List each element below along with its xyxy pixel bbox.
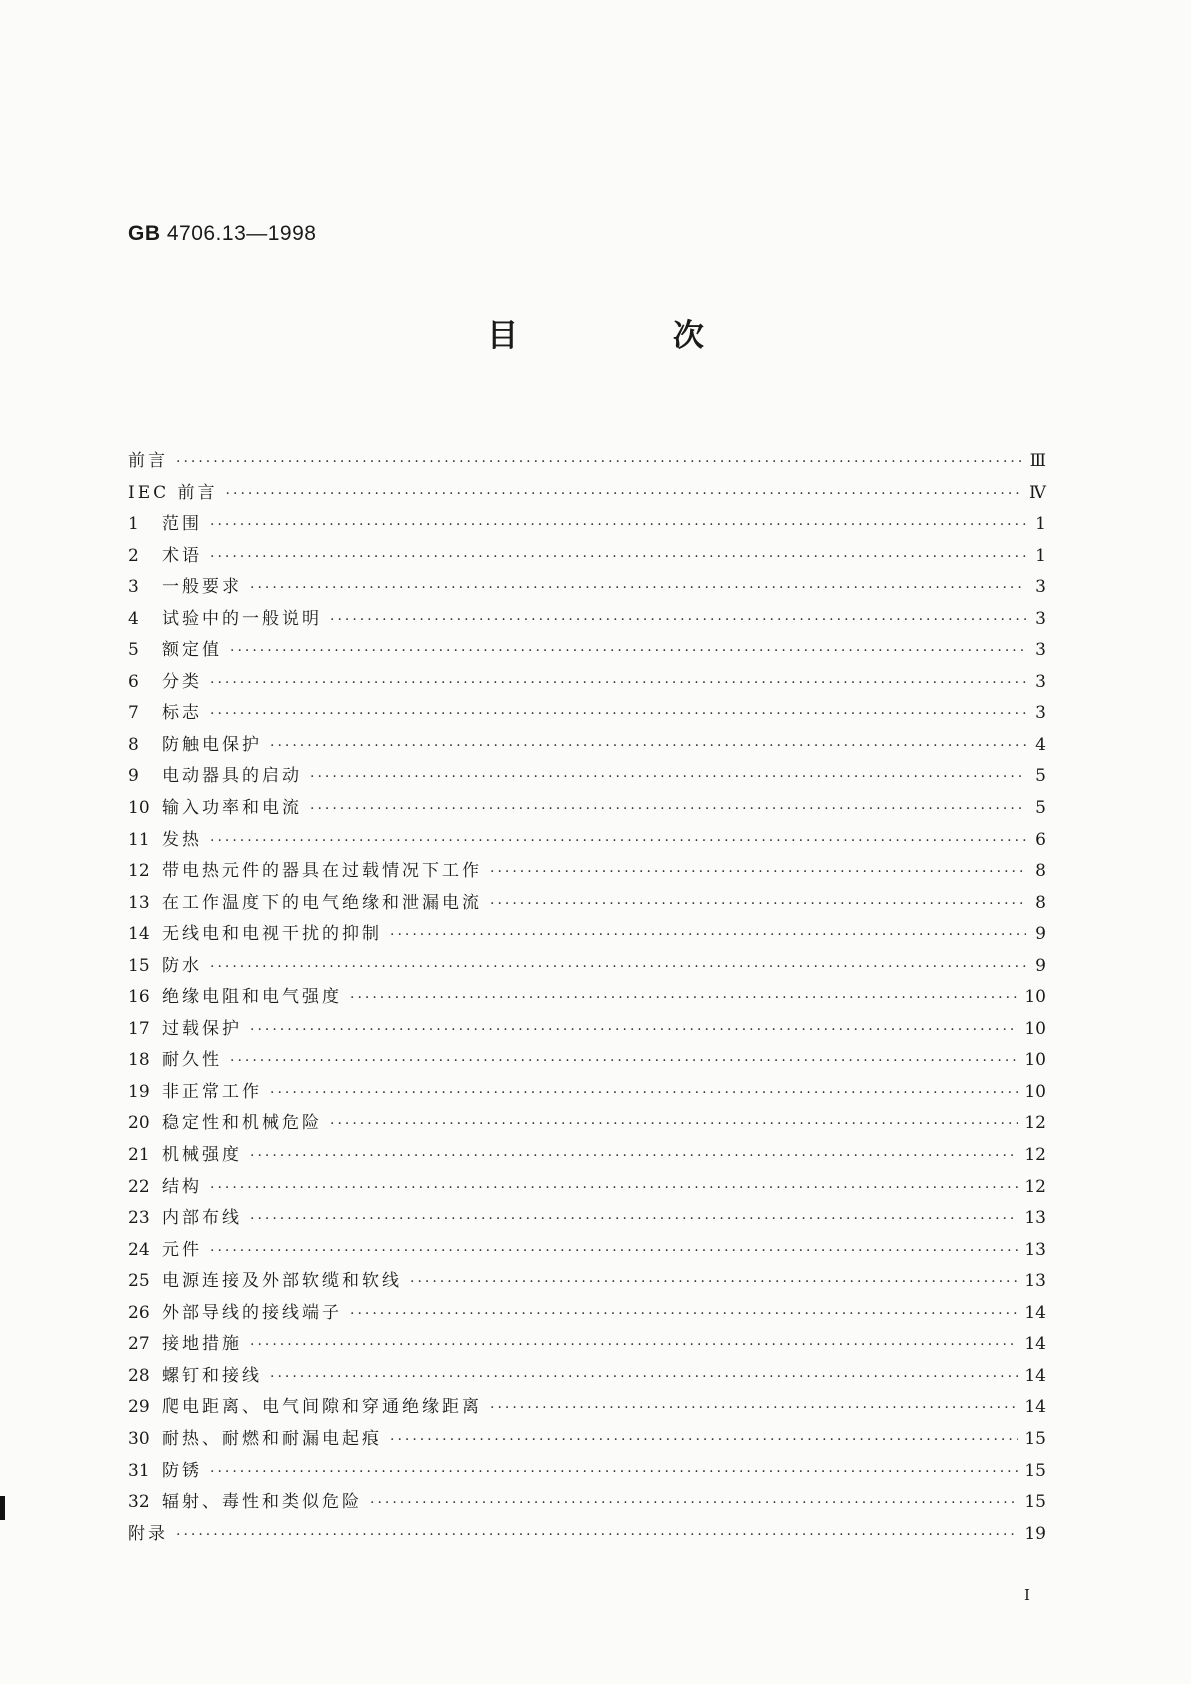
toc-entry-number: 15 bbox=[128, 955, 150, 976]
toc-entry-number: 17 bbox=[128, 1018, 150, 1039]
toc-entry-number: 19 bbox=[128, 1081, 150, 1102]
toc-leader-dots bbox=[390, 1425, 1018, 1457]
toc-leader-dots bbox=[490, 857, 1026, 889]
toc-entry-label: 螺钉和接线 bbox=[162, 1365, 262, 1386]
toc-entry[interactable] bbox=[128, 1519, 1046, 1551]
toc-entry[interactable] bbox=[128, 572, 1046, 604]
toc-entry[interactable] bbox=[128, 982, 1046, 1014]
toc-entry-label: 机械强度 bbox=[162, 1145, 242, 1166]
toc-entry-label: 附录 bbox=[128, 1523, 168, 1544]
toc-leader-dots bbox=[250, 1015, 1018, 1047]
toc-entry-page: 15 bbox=[1024, 1460, 1046, 1481]
toc-entry-page: 8 bbox=[1035, 861, 1046, 882]
toc-entry-label: 带电热元件的器具在过载情况下工作 bbox=[162, 861, 482, 882]
toc-leader-dots bbox=[210, 826, 1026, 858]
toc-leader-dots bbox=[210, 1173, 1018, 1205]
toc-entry-page: 13 bbox=[1024, 1239, 1046, 1260]
toc-entry-label: 电动器具的启动 bbox=[162, 766, 302, 787]
toc-leader-dots bbox=[250, 573, 1026, 605]
toc-leader-dots bbox=[210, 668, 1026, 700]
toc-leader-dots bbox=[270, 1362, 1018, 1394]
toc-entry-page: Ⅲ bbox=[1029, 451, 1046, 471]
toc-entry-label: 前言 bbox=[128, 451, 168, 471]
toc-entry-page: 3 bbox=[1035, 703, 1046, 724]
toc-entry[interactable] bbox=[128, 1045, 1046, 1077]
toc-entry[interactable] bbox=[128, 730, 1046, 762]
toc-leader-dots bbox=[230, 636, 1026, 668]
toc-entry-label: 一般要求 bbox=[162, 577, 242, 598]
toc-leader-dots bbox=[350, 1299, 1018, 1331]
toc-entry-number: 7 bbox=[128, 703, 139, 724]
toc-entry-page: 12 bbox=[1024, 1176, 1046, 1197]
toc-entry-page: 8 bbox=[1035, 892, 1046, 913]
toc-entry-number: 29 bbox=[128, 1397, 150, 1418]
toc-leader-dots bbox=[250, 1141, 1018, 1173]
toc-entry[interactable] bbox=[128, 1392, 1046, 1424]
toc-entry[interactable] bbox=[128, 761, 1046, 793]
standard-code bbox=[128, 222, 316, 246]
toc-leader-dots bbox=[390, 920, 1026, 952]
toc-entry-number: 4 bbox=[128, 608, 139, 629]
table-of-contents bbox=[128, 446, 1046, 1550]
toc-leader-dots bbox=[410, 1267, 1018, 1299]
toc-entry-page: 5 bbox=[1035, 798, 1046, 819]
toc-entry-page: 19 bbox=[1024, 1523, 1046, 1544]
toc-entry-number: 23 bbox=[128, 1208, 150, 1229]
toc-entry-number: 12 bbox=[128, 861, 150, 882]
toc-entry-label: 内部布线 bbox=[162, 1208, 242, 1229]
toc-leader-dots bbox=[270, 1078, 1018, 1110]
toc-entry-label: 元件 bbox=[162, 1239, 202, 1260]
toc-leader-dots bbox=[230, 1046, 1018, 1078]
toc-entry-number: 25 bbox=[128, 1271, 150, 1292]
toc-entry-page: 3 bbox=[1035, 640, 1046, 661]
toc-entry-number: 28 bbox=[128, 1365, 150, 1386]
toc-entry-label: 防触电保护 bbox=[162, 734, 262, 755]
toc-entry-page: Ⅳ bbox=[1029, 482, 1046, 503]
toc-entry-label: 在工作温度下的电气绝缘和泄漏电流 bbox=[162, 892, 482, 913]
toc-leader-dots bbox=[210, 699, 1026, 731]
toc-entry-label: 外部导线的接线端子 bbox=[162, 1302, 342, 1323]
toc-entry-page: 14 bbox=[1024, 1365, 1046, 1386]
toc-entry-label: 电源连接及外部软缆和软线 bbox=[162, 1271, 402, 1292]
toc-entry-number: 11 bbox=[128, 829, 150, 850]
toc-entry[interactable] bbox=[128, 1014, 1046, 1046]
toc-entry[interactable] bbox=[128, 1298, 1046, 1330]
toc-entry-label: 防锈 bbox=[162, 1460, 202, 1481]
toc-entry[interactable] bbox=[128, 1424, 1046, 1456]
toc-entry-label: 稳定性和机械危险 bbox=[162, 1113, 322, 1134]
toc-entry[interactable] bbox=[128, 825, 1046, 857]
standard-prefix: GB bbox=[128, 222, 161, 245]
toc-entry[interactable] bbox=[128, 1108, 1046, 1140]
toc-entry-page: 5 bbox=[1035, 766, 1046, 787]
toc-entry[interactable] bbox=[128, 446, 1046, 478]
toc-entry-page: 10 bbox=[1024, 1081, 1046, 1102]
page-number: I bbox=[1024, 1586, 1030, 1604]
toc-entry[interactable] bbox=[128, 1329, 1046, 1361]
toc-entry-label: IEC 前言 bbox=[128, 482, 218, 503]
toc-entry[interactable] bbox=[128, 793, 1046, 825]
toc-entry-page: 14 bbox=[1024, 1397, 1046, 1418]
toc-entry-number: 22 bbox=[128, 1176, 150, 1197]
toc-entry[interactable] bbox=[128, 509, 1046, 541]
toc-leader-dots bbox=[210, 1457, 1018, 1489]
toc-entry-label: 绝缘电阻和电气强度 bbox=[162, 987, 342, 1008]
toc-entry-label: 结构 bbox=[162, 1176, 202, 1197]
toc-entry-number: 14 bbox=[128, 924, 150, 945]
toc-leader-dots bbox=[210, 1236, 1018, 1268]
toc-entry-number: 9 bbox=[128, 766, 139, 787]
toc-entry-number: 18 bbox=[128, 1050, 150, 1071]
toc-entry[interactable] bbox=[128, 1361, 1046, 1393]
toc-entry-label: 耐久性 bbox=[162, 1050, 222, 1071]
toc-entry-label: 耐热、耐燃和耐漏电起痕 bbox=[162, 1428, 382, 1449]
toc-entry[interactable] bbox=[128, 856, 1046, 888]
toc-entry-number: 13 bbox=[128, 892, 150, 913]
toc-entry[interactable] bbox=[128, 1077, 1046, 1109]
toc-leader-dots bbox=[330, 605, 1026, 637]
toc-entry-page: 13 bbox=[1024, 1208, 1046, 1229]
toc-entry[interactable] bbox=[128, 888, 1046, 920]
toc-leader-dots bbox=[310, 794, 1026, 826]
toc-entry-page: 10 bbox=[1024, 987, 1046, 1008]
toc-entry-label: 辐射、毒性和类似危险 bbox=[162, 1492, 362, 1513]
toc-entry-page: 3 bbox=[1035, 608, 1046, 629]
toc-leader-dots bbox=[490, 889, 1026, 921]
toc-entry-number: 8 bbox=[128, 734, 139, 755]
toc-entry-label: 分类 bbox=[162, 671, 202, 692]
toc-entry[interactable] bbox=[128, 1235, 1046, 1267]
toc-entry[interactable] bbox=[128, 1172, 1046, 1204]
toc-entry-page: 4 bbox=[1035, 734, 1046, 755]
toc-entry-label: 非正常工作 bbox=[162, 1081, 262, 1102]
toc-entry-label: 术语 bbox=[162, 545, 202, 566]
toc-leader-dots bbox=[250, 1204, 1018, 1236]
toc-leader-dots bbox=[176, 1520, 1018, 1552]
toc-entry[interactable] bbox=[128, 541, 1046, 573]
toc-entry[interactable] bbox=[128, 951, 1046, 983]
toc-entry-number: 26 bbox=[128, 1302, 150, 1323]
toc-entry-page: 15 bbox=[1024, 1428, 1046, 1449]
toc-entry-page: 14 bbox=[1024, 1334, 1046, 1355]
toc-entry[interactable] bbox=[128, 635, 1046, 667]
toc-entry[interactable] bbox=[128, 478, 1046, 510]
toc-entry[interactable] bbox=[128, 1456, 1046, 1488]
toc-entry[interactable] bbox=[128, 604, 1046, 636]
toc-title: 目 次 bbox=[487, 318, 776, 354]
toc-leader-dots bbox=[490, 1393, 1018, 1425]
toc-entry-page: 9 bbox=[1035, 955, 1046, 976]
toc-entry-number: 1 bbox=[128, 514, 139, 535]
toc-entry-number: 5 bbox=[128, 640, 139, 661]
toc-entry-number: 16 bbox=[128, 987, 150, 1008]
toc-leader-dots bbox=[210, 510, 1026, 542]
toc-entry-page: 9 bbox=[1035, 924, 1046, 945]
toc-entry-label: 发热 bbox=[162, 829, 202, 850]
toc-entry[interactable] bbox=[128, 919, 1046, 951]
toc-entry-page: 1 bbox=[1035, 514, 1046, 535]
toc-entry-number: 32 bbox=[128, 1492, 150, 1513]
toc-entry[interactable] bbox=[128, 698, 1046, 730]
toc-entry-label: 爬电距离、电气间隙和穿通绝缘距离 bbox=[162, 1397, 482, 1418]
toc-entry-number: 27 bbox=[128, 1334, 150, 1355]
toc-entry-label: 过载保护 bbox=[162, 1018, 242, 1039]
toc-entry-page: 15 bbox=[1024, 1492, 1046, 1513]
toc-entry-label: 范围 bbox=[162, 514, 202, 535]
toc-entry-page: 14 bbox=[1024, 1302, 1046, 1323]
toc-leader-dots bbox=[210, 542, 1026, 574]
toc-leader-dots bbox=[176, 447, 1024, 479]
scan-edge-mark bbox=[0, 1496, 5, 1520]
toc-entry-label: 标志 bbox=[162, 703, 202, 724]
toc-entry-page: 10 bbox=[1024, 1050, 1046, 1071]
toc-entry-label: 试验中的一般说明 bbox=[162, 608, 322, 629]
toc-entry-page: 6 bbox=[1035, 829, 1046, 850]
toc-entry-number: 24 bbox=[128, 1239, 150, 1260]
toc-entry-page: 12 bbox=[1024, 1145, 1046, 1166]
toc-leader-dots bbox=[270, 731, 1026, 763]
standard-number: 4706.13—1998 bbox=[166, 222, 317, 245]
toc-entry-page: 3 bbox=[1035, 671, 1046, 692]
toc-entry-number: 6 bbox=[128, 671, 139, 692]
toc-entry-number: 31 bbox=[128, 1460, 150, 1481]
toc-entry-label: 额定值 bbox=[162, 640, 222, 661]
toc-entry-page: 10 bbox=[1024, 1018, 1046, 1039]
toc-leader-dots bbox=[310, 762, 1026, 794]
toc-entry-number: 20 bbox=[128, 1113, 150, 1134]
toc-entry[interactable] bbox=[128, 1266, 1046, 1298]
toc-entry-page: 12 bbox=[1024, 1113, 1046, 1134]
toc-entry[interactable] bbox=[128, 667, 1046, 699]
toc-entry[interactable] bbox=[128, 1140, 1046, 1172]
toc-leader-dots bbox=[226, 479, 1023, 511]
toc-entry-page: 1 bbox=[1035, 545, 1046, 566]
toc-entry-label: 输入功率和电流 bbox=[162, 798, 302, 819]
toc-entry[interactable] bbox=[128, 1487, 1046, 1519]
toc-entry-number: 30 bbox=[128, 1428, 150, 1449]
toc-entry-number: 10 bbox=[128, 798, 150, 819]
toc-entry-label: 无线电和电视干扰的抑制 bbox=[162, 924, 382, 945]
toc-entry-page: 3 bbox=[1035, 577, 1046, 598]
toc-leader-dots bbox=[330, 1109, 1018, 1141]
toc-entry-number: 2 bbox=[128, 545, 139, 566]
toc-leader-dots bbox=[250, 1330, 1018, 1362]
toc-entry-number: 21 bbox=[128, 1145, 150, 1166]
toc-entry-page: 13 bbox=[1024, 1271, 1046, 1292]
toc-entry[interactable] bbox=[128, 1203, 1046, 1235]
toc-leader-dots bbox=[350, 983, 1018, 1015]
toc-entry-label: 防水 bbox=[162, 955, 202, 976]
toc-entry-number: 3 bbox=[128, 577, 139, 598]
toc-entry-label: 接地措施 bbox=[162, 1334, 242, 1355]
toc-leader-dots bbox=[370, 1488, 1018, 1520]
toc-leader-dots bbox=[210, 952, 1026, 984]
